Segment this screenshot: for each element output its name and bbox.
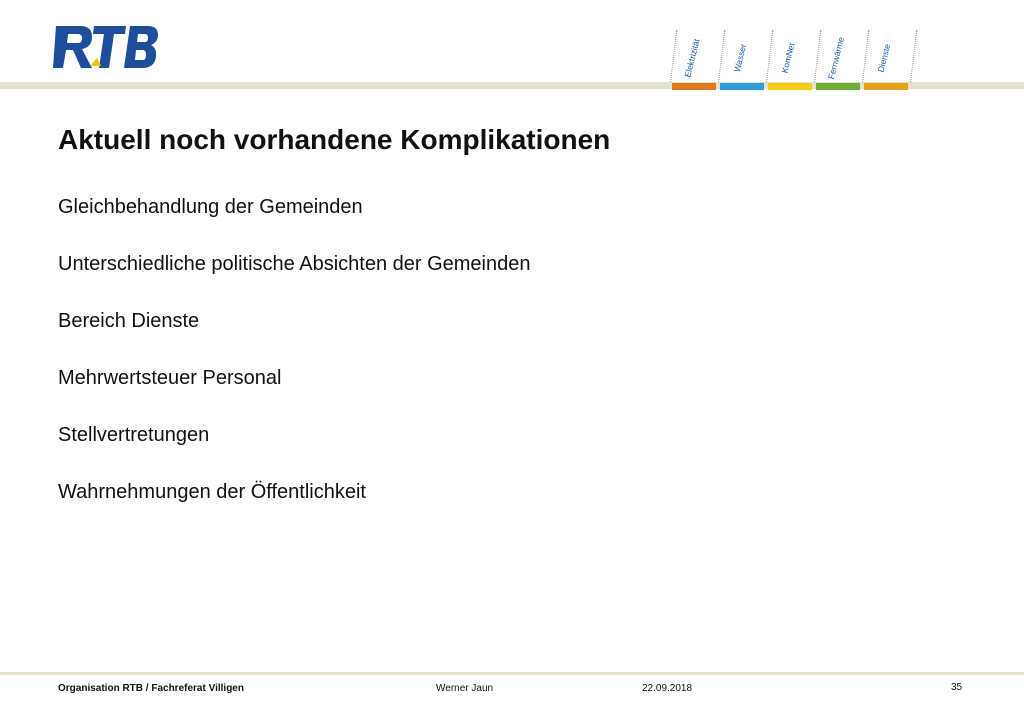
tab-dienste: [862, 24, 908, 90]
footer-date: 22.09.2018: [642, 683, 693, 694]
list-item: Bereich Dienste: [58, 310, 200, 332]
tab-label: Fernwärme: [825, 35, 847, 81]
division-tabs: [670, 24, 920, 90]
tab-color-bar: [816, 83, 860, 90]
page-number: 35: [951, 682, 963, 693]
list-item: Unterschiedliche politische Absichten der Gemeinden: [58, 253, 531, 275]
tab-color-bar: [864, 83, 908, 90]
complication-list: [58, 194, 531, 536]
rtb-logo: [50, 22, 160, 74]
footer-organization: Organisation RTB / Fachreferat Villigen: [58, 683, 244, 694]
footer-rule: [0, 672, 1024, 675]
tab-elektrizitaet: [670, 24, 716, 90]
list-item: Mehrwertsteuer Personal: [58, 367, 282, 389]
tab-label: KomNet: [779, 41, 797, 75]
list-item: Gleichbehandlung der Gemeinden: [58, 196, 363, 218]
tab-komnet: [766, 24, 812, 90]
tab-color-bar: [672, 83, 716, 90]
tab-fernwaerme: [814, 24, 860, 90]
tab-label: Dienste: [875, 42, 893, 74]
footer-author: Werner Jaun: [436, 683, 494, 694]
tab-color-bar: [768, 83, 812, 90]
tab-label: Wasser: [731, 42, 749, 74]
tab-label: Elektrizität: [682, 37, 702, 79]
tab-wasser: [718, 24, 764, 90]
slide-title: Aktuell noch vorhandene Komplikationen: [58, 124, 611, 155]
list-item: Wahrnehmungen der Öffentlichkeit: [58, 481, 366, 503]
list-item: Stellvertretungen: [58, 424, 210, 446]
tab-color-bar: [720, 83, 764, 90]
